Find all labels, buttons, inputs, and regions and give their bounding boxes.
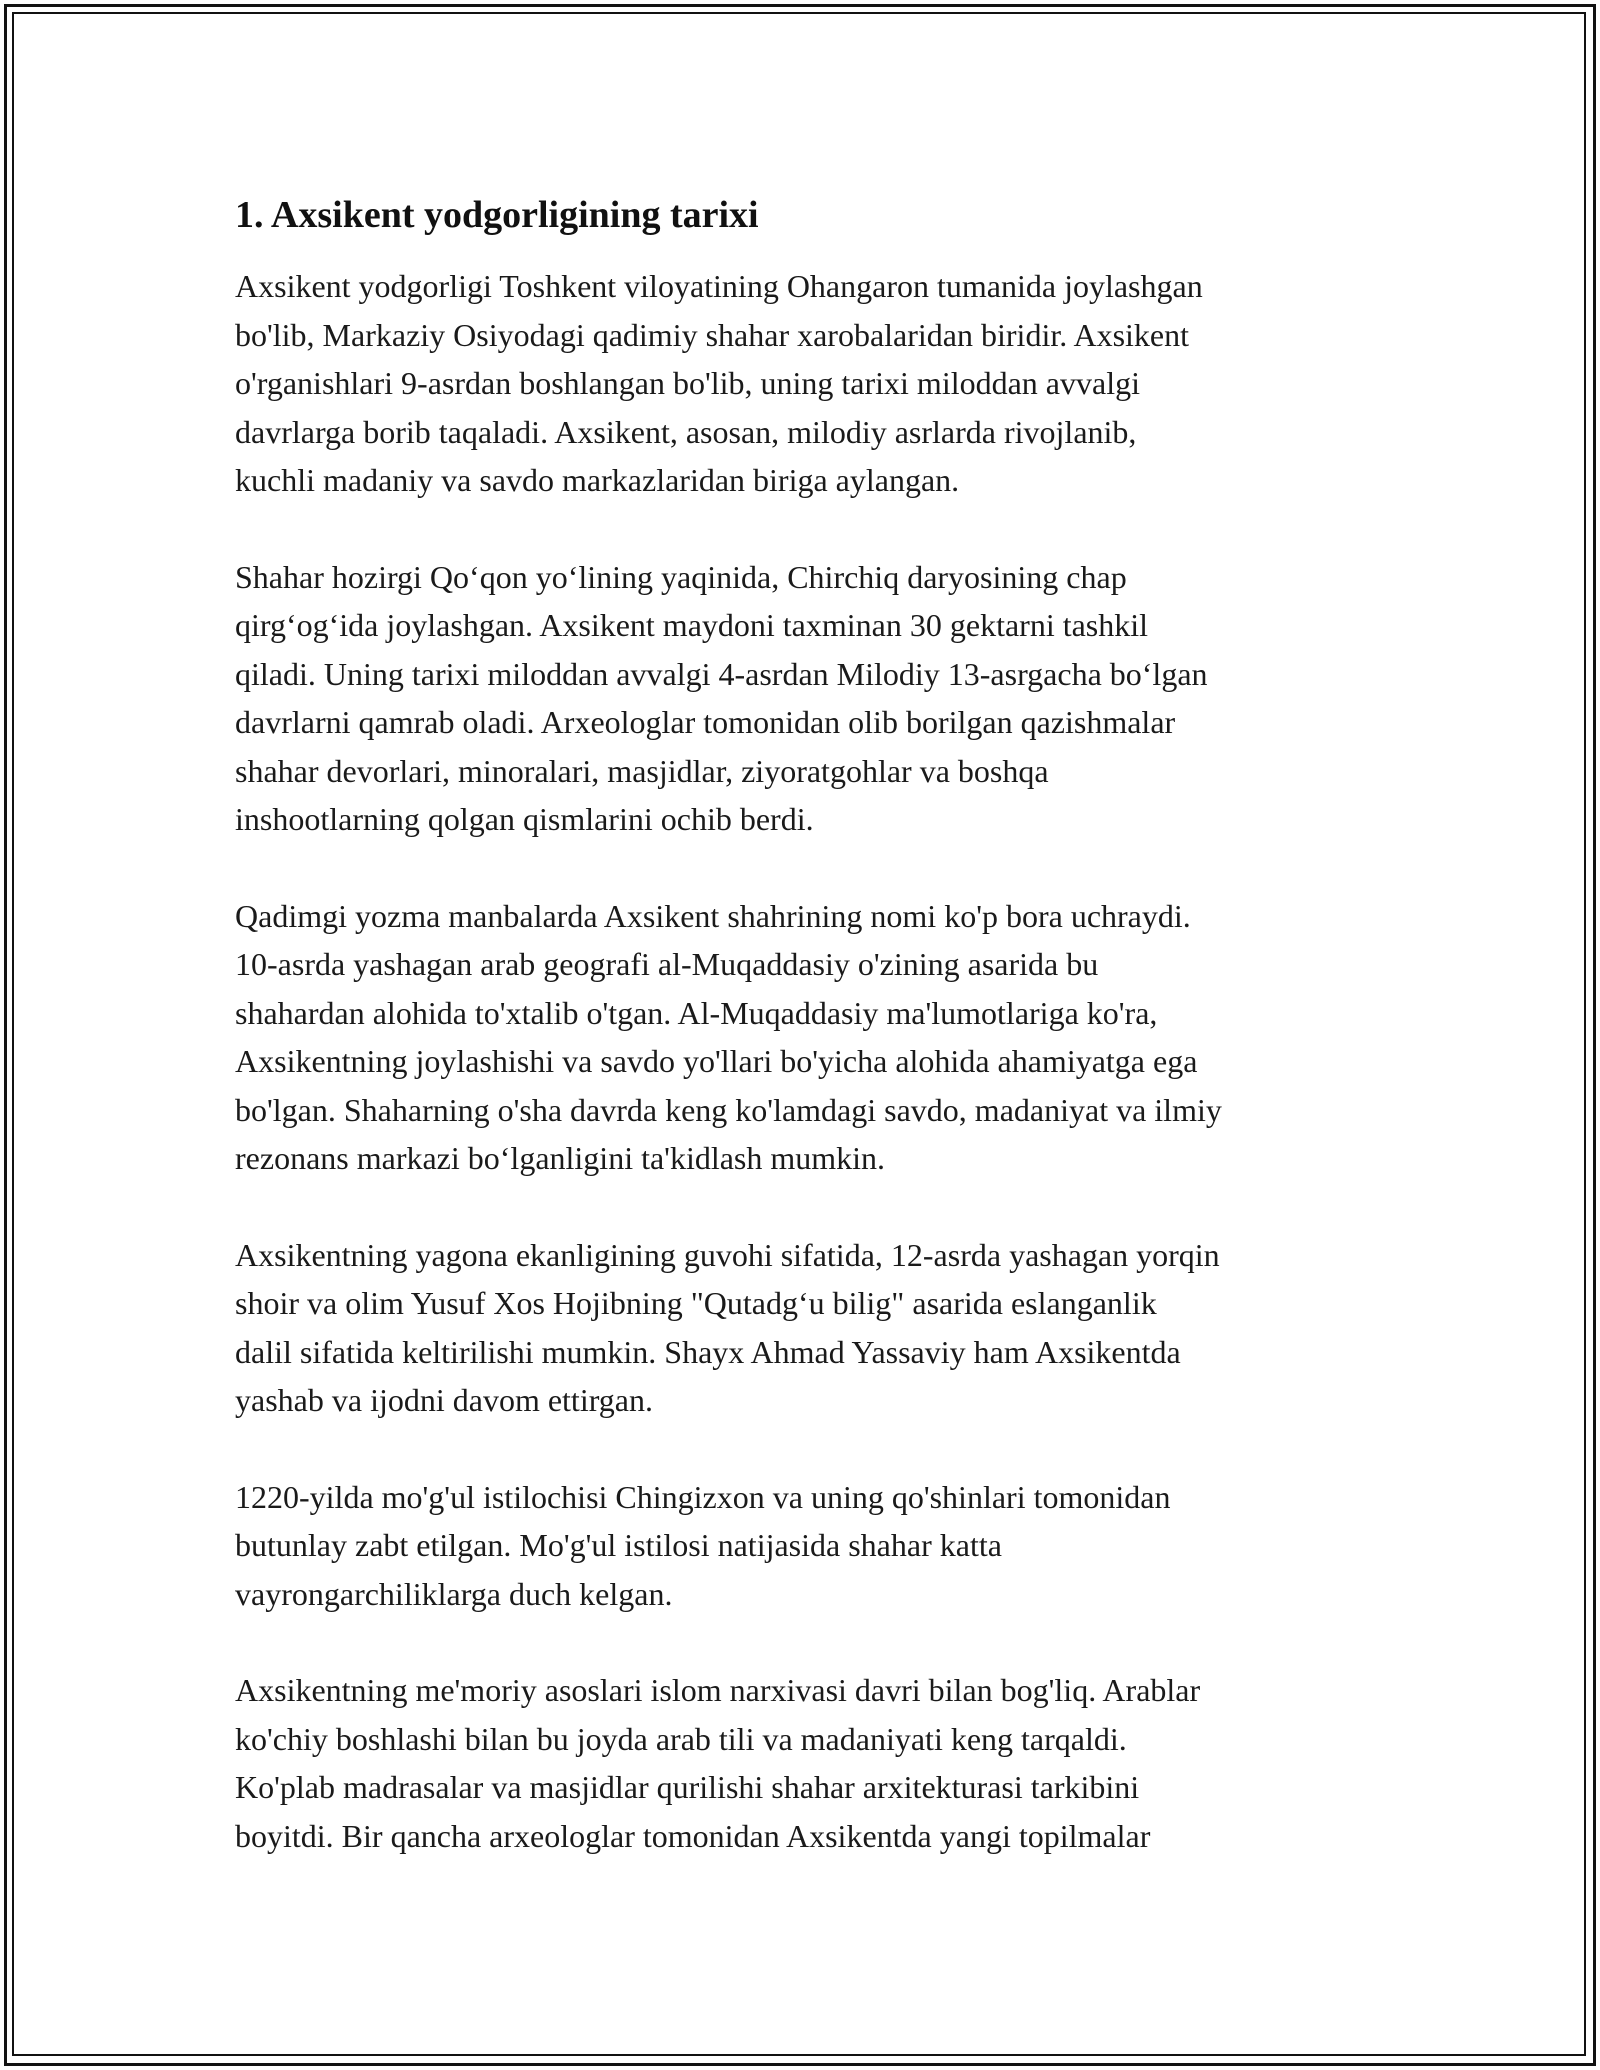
- paragraph-4: [235, 1231, 1375, 1425]
- text-line: Axsikentning yagona ekanligining guvohi sifatida, 12-asrda yashagan yorqin: [235, 1236, 1220, 1273]
- text-line: Axsikentning me'moriy asoslari islom narxivasi davri bilan bog'liq. Arablar: [235, 1672, 1201, 1708]
- text-line: dalil sifatida keltirilishi mumkin. Shayx Ahmad Yassaviy ham Axsikentda: [235, 1333, 1181, 1370]
- text-line: bo'lib, Markaziy Osiyodagi qadimiy shahar xarobalaridan biridir. Axsikent: [235, 316, 1189, 353]
- text-line: vayrongarchiliklarga duch kelgan.: [235, 1575, 673, 1612]
- text-line: qirg‘og‘ida joylashgan. Axsikent maydoni taxminan 30 gektarni tashkil: [235, 607, 1149, 643]
- text-line: qiladi. Uning tarixi miloddan avvalgi 4-asrdan Milodiy 13-asrgacha bo‘lgan: [235, 655, 1208, 692]
- document-body: [235, 190, 1375, 1908]
- text-line: butunlay zabt etilgan. Mo'g'ul istilosi natijasida shahar katta: [235, 1527, 1002, 1563]
- text-line: Shahar hozirgi Qo‘qon yo‘lining yaqinida, Chirchiq daryosining chap: [235, 558, 1127, 595]
- paragraph-1: [235, 262, 1375, 505]
- text-line: boyitdi. Bir qancha arxeologlar tomonidan Axsikentda yangi topilmalar: [235, 1817, 1151, 1854]
- text-line: bo'lgan. Shaharning o'sha davrda keng ko'lamdagi savdo, madaniyat va ilmiy: [235, 1091, 1222, 1128]
- text-line: Qadimgi yozma manbalarda Axsikent shahrining nomi ko'p bora uchraydi.: [235, 897, 1191, 934]
- text-line: rezonans markazi bo‘lganligini ta'kidlash mumkin.: [235, 1140, 886, 1176]
- text-line: shoir va olim Yusuf Xos Hojibning "Qutadg‘u bilig" asarida eslanganlik: [235, 1285, 1157, 1321]
- text-line: yashab va ijodni davom ettirgan.: [235, 1382, 653, 1418]
- text-line: ko'chiy boshlashi bilan bu joyda arab tili va madaniyati keng tarqaldi.: [235, 1720, 1127, 1757]
- text-line: Axsikentning joylashishi va savdo yo'llari bo'yicha alohida ahamiyatga ega: [235, 1043, 1198, 1079]
- paragraph-6: [235, 1666, 1375, 1860]
- paragraph-3: [235, 892, 1375, 1183]
- text-line: Axsikent yodgorligi Toshkent viloyatining Ohangaron tumanida joylashgan: [235, 268, 1203, 304]
- text-line: shahardan alohida to'xtalib o'tgan. Al-Muqaddasiy ma'lumotlariga ko'ra,: [235, 994, 1158, 1031]
- text-line: shahar devorlari, minoralari, masjidlar, ziyoratgohlar va boshqa: [235, 752, 1049, 789]
- text-line: inshootlarning qolgan qismlarini ochib berdi.: [235, 801, 814, 837]
- paragraph-2: [235, 553, 1375, 844]
- paragraph-5: [235, 1473, 1375, 1619]
- text-line: davrlarga borib taqaladi. Axsikent, asosan, milodiy asrlarda rivojlanib,: [235, 413, 1137, 450]
- text-line: kuchli madaniy va savdo markazlaridan biriga aylangan.: [235, 462, 960, 498]
- section-title: 1. Axsikent yodgorligining tarixi: [235, 194, 759, 236]
- text-line: davrlarni qamrab oladi. Arxeologlar tomonidan olib borilgan qazishmalar: [235, 704, 1176, 740]
- text-line: o'rganishlari 9-asrdan boshlangan bo'lib, uning tarixi miloddan avvalgi: [235, 365, 1140, 401]
- text-line: Ko'plab madrasalar va masjidlar qurilishi shahar arxitekturasi tarkibini: [235, 1769, 1140, 1805]
- text-line: 1220-yilda mo'g'ul istilochisi Chingizxon va uning qo'shinlari tomonidan: [235, 1478, 1171, 1515]
- text-line: 10-asrda yashagan arab geografi al-Muqaddasiy o'zining asarida bu: [235, 946, 1099, 982]
